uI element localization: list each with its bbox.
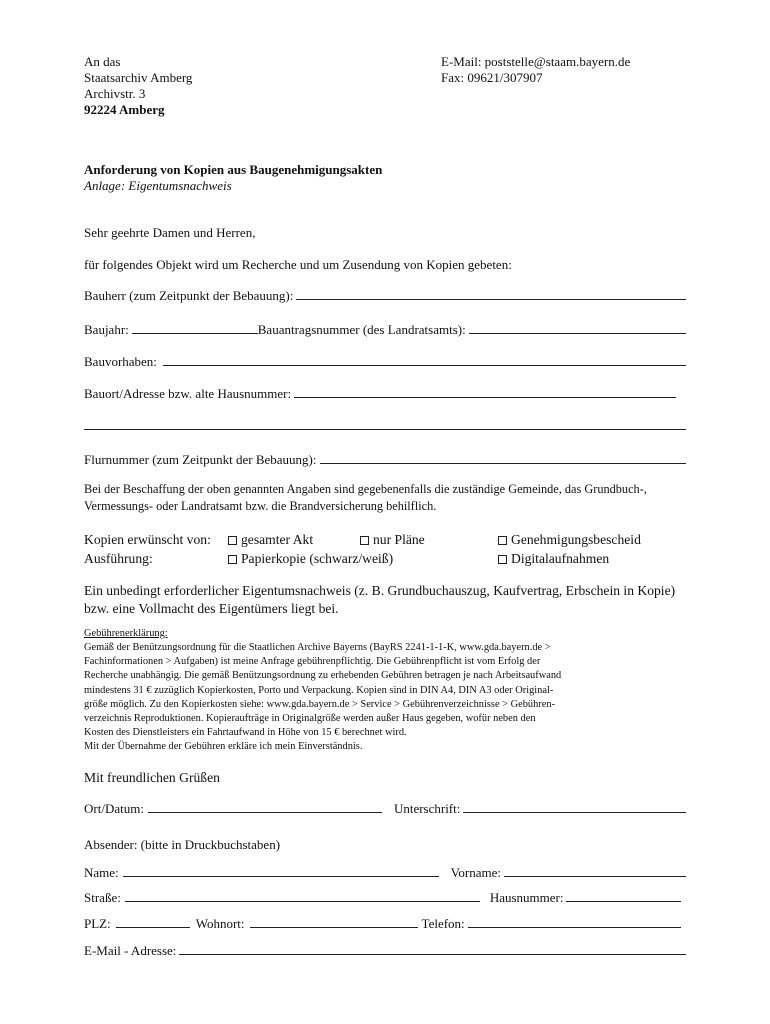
baujahr-label: Baujahr: (84, 322, 129, 337)
salutation: Sehr geehrte Damen und Herren, (84, 225, 256, 240)
field-bauherr (84, 288, 686, 304)
bauvorhaben-input[interactable] (163, 354, 686, 366)
option-papierkopie[interactable] (228, 550, 393, 568)
wohnort-label: Wohnort: (195, 916, 245, 931)
unterschrift-label: Unterschrift: (393, 801, 461, 816)
bauort-input-line-2[interactable] (84, 418, 686, 430)
fees-line: Gemäß der Benützungsordnung für die Staatlichen Archive Bayerns (BayRS 2241-1-1-K, www.gda.bayern.de > (84, 642, 551, 653)
plz-label: PLZ: (84, 916, 111, 931)
bauherr-label: Bauherr (zum Zeitpunkt der Bebauung): (84, 288, 294, 303)
wohnort-input[interactable] (250, 916, 418, 928)
flurnummer-label: Flurnummer (zum Zeitpunkt der Bebauung): (84, 452, 317, 467)
genehmigungsbescheid-label: Genehmigungsbescheid (511, 532, 641, 547)
bauherr-input[interactable] (296, 288, 686, 300)
field-bauort-continued (84, 418, 686, 430)
field-bauvorhaben (84, 354, 686, 370)
strasse-label: Straße: (84, 890, 121, 905)
fees-text (84, 641, 561, 755)
flurnummer-input[interactable] (320, 452, 686, 464)
telefon-label: Telefon: (421, 916, 465, 931)
ort-datum-label: Ort/Datum: (84, 801, 144, 816)
vorname-label: Vorname: (450, 865, 501, 880)
checkbox-papierkopie[interactable] (228, 555, 237, 564)
subject-block (84, 162, 382, 194)
email-label: E-Mail - Adresse: (84, 943, 177, 958)
option-digitalaufnahmen[interactable] (498, 550, 609, 568)
sender-city-row (84, 916, 681, 932)
help-text: Bei der Beschaffung der oben genannten Angaben sind gegebenenfalls die zuständige Gemeinde, das Grundbuch-, Vermessungs- oder Landratsamt bzw. die Brandversicherung behilflich. (84, 482, 647, 513)
gesamter-akt-label: gesamter Akt (241, 532, 314, 547)
fees-line: verzeichnis Reproduktionen. Kopieraufträge in Originalgröße werden außer Haus gegeben, wofür neben den (84, 713, 536, 725)
hausnummer-input[interactable] (566, 890, 681, 902)
plz-input[interactable] (116, 916, 190, 928)
fees-heading: Gebührenerklärung: (84, 628, 168, 639)
recipient-line-3: Archivstr. 3 (84, 86, 146, 101)
sender-heading: Absender: (bitte in Druckbuchstaben) (84, 837, 281, 852)
email-input[interactable] (179, 943, 686, 955)
field-flurnummer (84, 452, 686, 468)
hausnummer-label: Hausnummer: (489, 890, 564, 905)
recipient-line-1: An das (84, 54, 121, 69)
vorname-input[interactable] (504, 865, 686, 877)
contact-email: E-Mail: poststelle@staam.bayern.de (441, 54, 631, 69)
bauantrag-input[interactable] (469, 322, 686, 334)
contact-block (441, 54, 630, 86)
papierkopie-label: Papierkopie (schwarz/weiß) (241, 551, 394, 566)
unterschrift-input[interactable] (463, 801, 686, 813)
sender-email-row (84, 943, 686, 959)
recipient-line-4: 92224 Amberg (84, 102, 165, 117)
recipient-line-2: Staatsarchiv Amberg (84, 70, 193, 85)
fees-line: mindestens 31 € zuzüglich Kopierkosten, Porto und Verpackung. Kopien sind in DIN A4, DIN A3 oder Original- (84, 684, 554, 696)
signature-row (84, 801, 686, 817)
telefon-input[interactable] (468, 916, 681, 928)
fees-line: größe möglich. Zu den Kopierkosten siehe: www.gda.bayern.de > Service > Gebührenverzeichnisse > Gebühren- (84, 698, 556, 710)
recipient-address (84, 54, 192, 118)
contact-fax: Fax: 09621/307907 (441, 70, 543, 85)
ownership-note: Ein unbedingt erforderlicher Eigentumsnachweis (z. B. Grundbuchauszug, Kaufvertrag, Erbschein in Kopie) bzw. eine Vollmacht des Eigentümers liegt bei. (84, 583, 676, 616)
field-baujahr-row (84, 322, 686, 338)
bauvorhaben-label: Bauvorhaben: (84, 354, 157, 369)
fees-line: Mit der Übernahme der Gebühren erkläre ich mein Einverständnis. (84, 741, 363, 753)
option-nur-plaene[interactable] (360, 531, 425, 549)
subject-attachment: Anlage: Eigentumsnachweis (84, 178, 232, 193)
option-genehmigungsbescheid[interactable] (498, 531, 641, 549)
checkbox-genehmigungsbescheid[interactable] (498, 536, 507, 545)
subject-title: Anforderung von Kopien aus Baugenehmigungsakten (84, 162, 383, 177)
ort-datum-input[interactable] (148, 801, 382, 813)
strasse-input[interactable] (125, 890, 480, 902)
ausfuehrung-label: Ausführung: (84, 551, 153, 566)
sender-name-row (84, 865, 686, 881)
kopien-label: Kopien erwünscht von: (84, 532, 211, 547)
fees-line: Fachinformationen > Aufgaben) ist meine Anfrage gebührenpflichtig. Die Gebührenpflicht ist vom Erfolg der (84, 656, 541, 668)
digitalaufnahmen-label: Digitalaufnahmen (511, 551, 610, 566)
bauort-label: Bauort/Adresse bzw. alte Hausnummer: (84, 386, 292, 401)
option-gesamter-akt[interactable] (228, 531, 313, 549)
closing: Mit freundlichen Grüßen (84, 770, 220, 785)
name-label: Name: (84, 865, 119, 880)
bauantrag-label: Bauantragsnummer (des Landratsamts): (257, 322, 466, 337)
fees-line: Kosten des Dienstleisters ein Fahrtaufwand in Höhe von 15 € berechnet wird. (84, 727, 407, 739)
sender-street-row (84, 890, 681, 906)
checkbox-nur-plaene[interactable] (360, 536, 369, 545)
bauort-input[interactable] (294, 386, 676, 398)
name-input[interactable] (123, 865, 439, 877)
field-bauort (84, 386, 676, 402)
baujahr-input[interactable] (132, 322, 258, 334)
intro-text: für folgendes Objekt wird um Recherche und um Zusendung von Kopien gebeten: (84, 257, 512, 272)
checkbox-digitalaufnahmen[interactable] (498, 555, 507, 564)
fees-line: Recherche unabhängig. Die gemäß Benützungsordnung zu erhebenden Gebühren betragen je nach Arbeitsaufwand (84, 670, 562, 682)
nur-plaene-label: nur Pläne (373, 532, 425, 547)
checkbox-gesamter-akt[interactable] (228, 536, 237, 545)
